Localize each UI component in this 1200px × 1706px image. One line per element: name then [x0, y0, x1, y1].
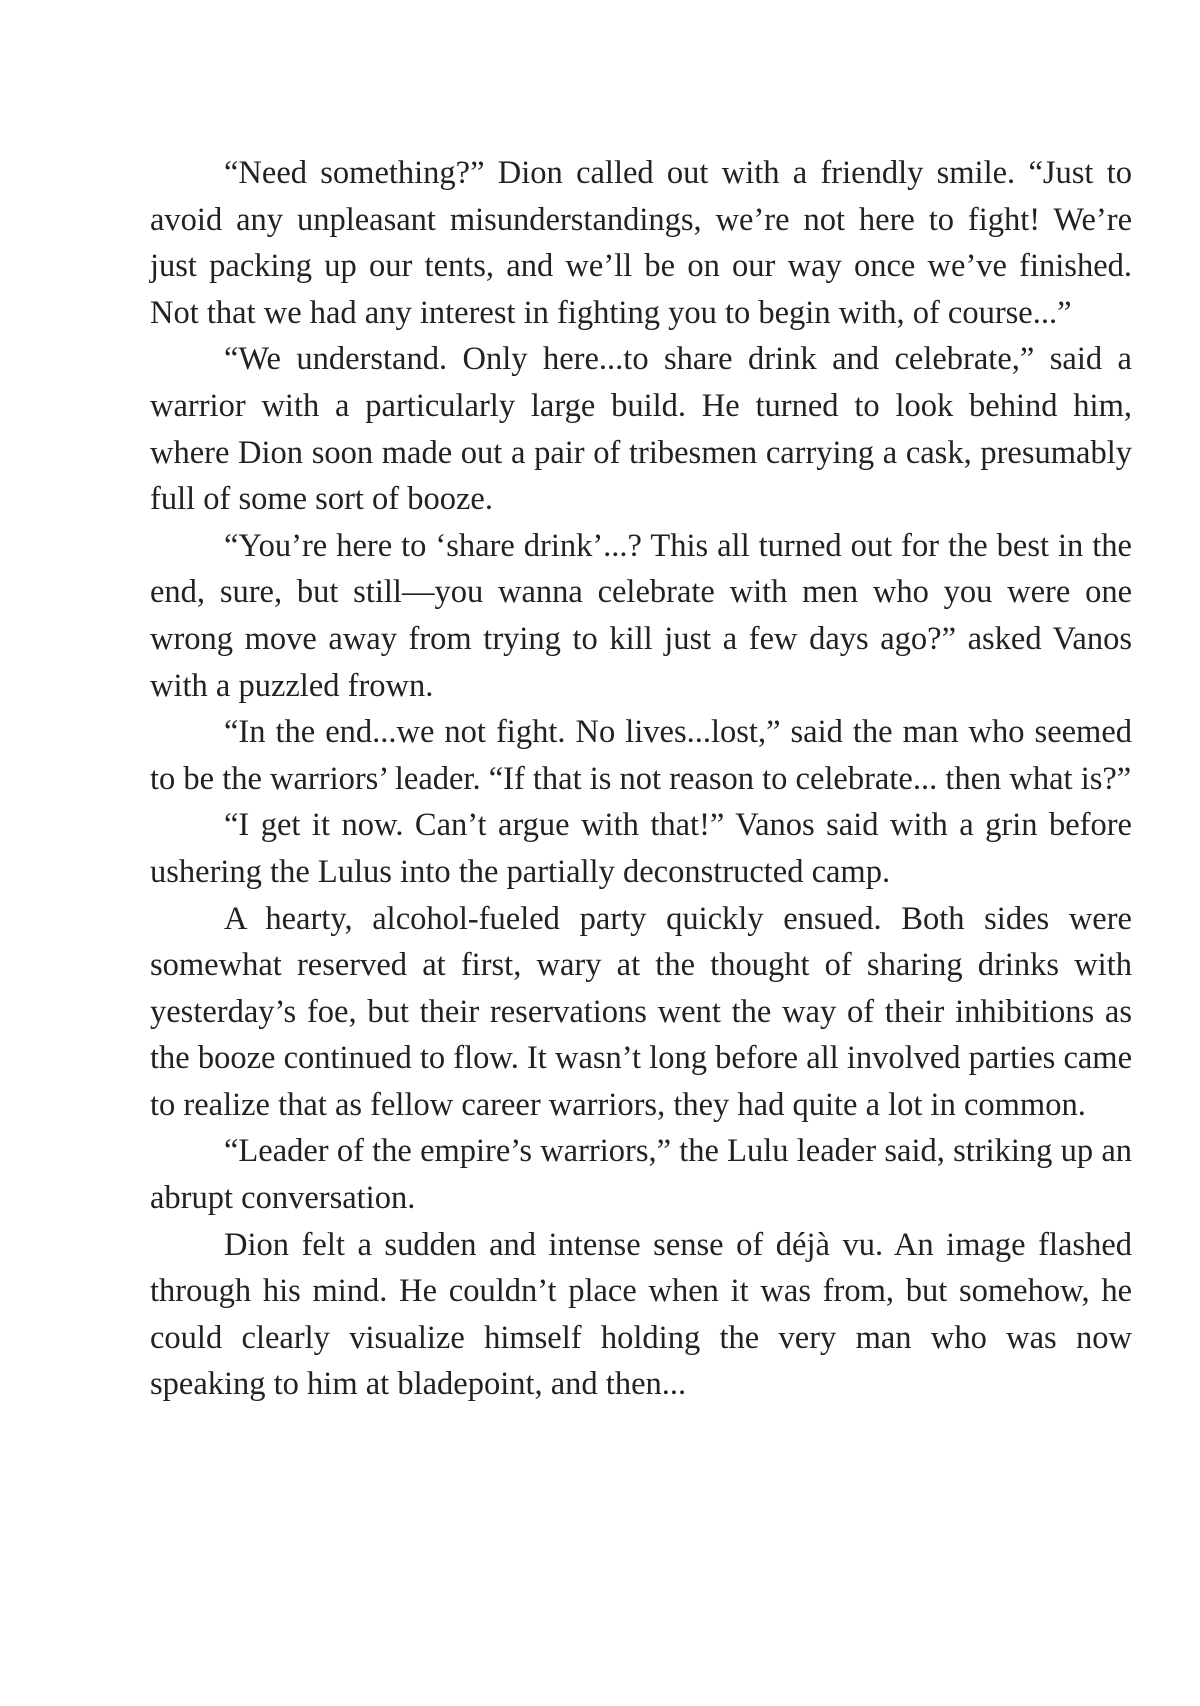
paragraph: “We understand. Only here...to share drink and celebrate,” said a warrior with a particularly large build. He turned to look behind him, where Dion soon made out a pair of tribesmen carrying a cask, presumably full of some sort of booze.: [150, 341, 1132, 518]
paragraph: “Leader of the empire’s warriors,” the Lulu leader said, striking up an abrupt conversation.: [150, 1133, 1132, 1217]
page-body: [150, 150, 1132, 1408]
paragraph: A hearty, alcohol-fueled party quickly ensued. Both sides were somewhat reserved at first, wary at the thought of sharing drinks with yesterday’s foe, but their reservations went the way of their inhibitions as the booze continued to flow. It wasn’t long before all involved parties came to realize that as fellow career warriors, they had quite a lot in common.: [150, 900, 1132, 1123]
paragraph: “I get it now. Can’t argue with that!” Vanos said with a grin before ushering the Lulus into the partially deconstructed camp.: [150, 807, 1132, 890]
paragraph: “Need something?” Dion called out with a friendly smile. “Just to avoid any unpleasant misunderstandings, we’re not here to fight! We’re just packing up our tents, and we’ll be on our way once we’ve finished. Not that we had any interest in fighting you to begin with, of course...”: [150, 155, 1132, 331]
paragraph: “In the end...we not fight. No lives...lost,” said the man who seemed to be the warriors’ leader. “If that is not reason to celebrate... then what is?”: [150, 714, 1132, 797]
paragraph: Dion felt a sudden and intense sense of déjà vu. An image flashed through his mind. He couldn’t place when it was from, but somehow, he could clearly visualize himself holding the very man who was now speaking to him at bladepoint, and then...: [150, 1226, 1132, 1403]
paragraph: “You’re here to ‘share drink’...? This all turned out for the best in the end, sure, but still—you wanna celebrate with men who you were one wrong move away from trying to kill just a few days ago?” asked Vanos with a puzzled frown.: [150, 527, 1132, 704]
